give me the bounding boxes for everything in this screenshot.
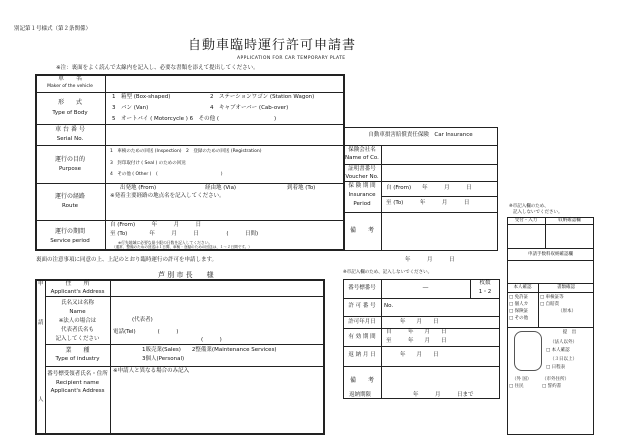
permit-date-value[interactable]: 年 月 日	[400, 319, 439, 325]
route-to[interactable]: 到着地 (To)	[287, 185, 316, 191]
bottom-note: （外 国）	[512, 377, 532, 382]
route-via[interactable]: 経由地 (Via)	[205, 185, 237, 191]
permit-no-label: 許 可 番 号	[348, 303, 376, 309]
insurance-to[interactable]: 至 (To) 年 月 日	[386, 200, 470, 206]
stamp-circle	[514, 331, 542, 371]
purpose-label: 運行の目的	[54, 156, 85, 163]
bottom-check[interactable]: □ 住民	[509, 384, 524, 389]
corp-note: 記入してください	[55, 336, 100, 342]
declaration-text: 裏面の注意事項に同意の上、上記のとおり臨時運行の許可を申請します。	[36, 257, 218, 263]
check-item[interactable]: □ その他	[509, 316, 529, 321]
insurance-from[interactable]: 自 (From) 年 月 日	[386, 185, 472, 191]
period-from[interactable]: 自 (From) 年 月 日	[110, 222, 202, 228]
return-value[interactable]: 年 月 日	[400, 352, 439, 358]
industry-en: Type of industry	[55, 356, 100, 362]
submit-note: （３日以上）	[550, 357, 577, 362]
permit-remarks-label: 備 考	[349, 377, 374, 384]
valid-label: 有 効 期 間	[348, 334, 376, 340]
check-item[interactable]: □ 免許証	[509, 295, 529, 300]
plate-no-label: 番号標番号	[348, 285, 376, 291]
check-item[interactable]: □ 個人カ	[509, 302, 529, 307]
deadline-label: 返納期限	[349, 392, 372, 398]
applicant-section-label	[36, 280, 45, 434]
name-label: 氏名又は名称	[60, 300, 94, 306]
deadline-value[interactable]: 年 月 日まで	[413, 392, 474, 398]
serial-field[interactable]	[108, 127, 342, 143]
submit-note: （法人以外）	[550, 340, 577, 345]
route-from[interactable]: 出発地 (From)	[120, 185, 157, 191]
applicant-vertical-2: 請	[38, 320, 44, 326]
permit-no-value[interactable]: No.	[384, 303, 394, 309]
purpose-option[interactable]: 4 その他 ( Other ) ( )	[110, 172, 223, 177]
recipient-label: 番号標受領者氏名・住所	[47, 371, 108, 377]
insurance-company-label: 保険会社名	[348, 147, 376, 153]
body-type-en: Type of Body	[52, 110, 88, 116]
check-header-1: 本人確認	[513, 285, 532, 290]
valid-from[interactable]: 自 年 月 日	[386, 329, 447, 335]
corp-note: 代表者氏名も	[60, 327, 94, 333]
permit-office-note: ※市記入欄のため、記入しないでください。	[343, 270, 433, 275]
insurance-period-en: Period	[353, 201, 371, 207]
purpose-en: Purpose	[58, 166, 82, 172]
check-header-2: 書類確認	[557, 285, 575, 290]
bottom-note: （市外住所）	[542, 377, 569, 382]
instruction-note: ※注：裏面をよく読んで太線内を記入し、必要な書類を添えて提出してください。	[56, 65, 259, 71]
submit-label: 提 出	[562, 330, 577, 335]
insurance-period-label: 保 険 期 間	[348, 183, 376, 189]
insurance-header: 自動車損害賠償責任保険 Car Insurance	[368, 132, 473, 138]
serial-en: Serial No.	[56, 136, 84, 142]
form-id: 別記第１号様式（第２条関係）	[14, 26, 92, 32]
body-type-option[interactable]: 3 バン (Van)	[112, 105, 149, 111]
fee-label: 申請手数料収納確認欄	[528, 252, 573, 257]
tel-field-2[interactable]: ( )	[201, 337, 222, 343]
vehicle-name-field[interactable]	[108, 76, 342, 90]
industry-option[interactable]: 1販売業(Sales) 2整備業(Maintenance Services)	[142, 347, 277, 353]
check-item[interactable]: □ 車検証等	[540, 295, 564, 300]
valid-to[interactable]: 至 年 月 日	[386, 338, 447, 344]
period-note: ※行先地域に必要な最小限の日数を記入してください。	[118, 240, 213, 245]
insurance-period-en: Insurance	[348, 192, 376, 198]
address-field[interactable]	[112, 281, 322, 294]
purpose-option[interactable]: 1 車検のための回送 (Inspection) 2 登録のための回送 (Registration)	[110, 149, 262, 154]
body-type-option[interactable]: 4 キャブオーバー (Cab-over)	[210, 105, 289, 111]
period-label: 運行の期間	[54, 228, 85, 235]
industry-option[interactable]: 3個人(Personal)	[142, 356, 185, 362]
insurance-voucher-label: 証明書番号	[348, 166, 376, 172]
applicant-vertical-1: 申	[38, 281, 44, 287]
addressee: 芦 別 市 長 様	[158, 271, 214, 279]
page-subtitle: APPLICATION FOR CAR TEMPORARY PLATE	[237, 56, 346, 61]
check-item-note: （原本）	[558, 309, 576, 314]
count-label: 枚数	[479, 280, 491, 286]
recipient-en: Recipient name	[56, 380, 99, 386]
body-type-label: 形 式	[57, 99, 82, 106]
address-label: 住 所	[65, 280, 90, 287]
name-en: Name	[69, 309, 86, 315]
representative-label[interactable]: (代表者)	[132, 317, 153, 323]
insurance-company-en: Name of Co.	[345, 155, 379, 161]
bottom-check[interactable]: □ 誓約書	[542, 384, 562, 389]
permit-date-label: 許可年月日	[348, 319, 376, 325]
applicant-vertical-3: 人	[38, 397, 44, 403]
check-item[interactable]: □ 保険証	[509, 309, 529, 314]
vehicle-name-en: Maker of the vehicle	[47, 84, 93, 89]
period-note: （通常、整備のための回送は１日間、車検・登録のための回送は、１～２日間です。）	[112, 245, 252, 249]
page-title: 自動車臨時運行許可申請書	[188, 38, 357, 53]
check-item[interactable]: □ 自賠責	[540, 302, 560, 307]
submit-check[interactable]: □ 本人確認	[546, 348, 570, 353]
body-type-option[interactable]: 1 箱型 (Box-shaped)	[112, 94, 171, 100]
insurance-voucher-en: Voucher No.	[345, 174, 379, 180]
receipt-label: 受付・入力	[514, 218, 538, 223]
payment-label: 収納確認欄	[558, 218, 581, 223]
period-en: Service period	[50, 238, 90, 244]
count-value[interactable]: 1・2	[478, 289, 492, 295]
route-note: ※発着主要経路の地点名を記入してください。	[110, 193, 225, 199]
plate-no-value[interactable]: ―	[422, 285, 429, 291]
office-table	[507, 217, 594, 435]
recipient-note: ※申請人と異なる場合のみ記入	[113, 368, 190, 374]
insurance-remarks-label: 備 考	[349, 227, 374, 234]
period-to[interactable]: 至 (To) 年 月 日 ( 日間)	[110, 231, 259, 237]
submit-check[interactable]: □ 日程表	[546, 365, 566, 370]
recipient-en: Applicant's Address	[50, 388, 105, 394]
route-en: Route	[62, 203, 78, 209]
tel-field[interactable]: 電話(Tel) ( )	[113, 329, 179, 335]
serial-label: 車 台 番 号	[55, 126, 85, 133]
address-en: Applicant's Address	[50, 289, 105, 295]
purpose-option[interactable]: 3 封印取付け ( Seal ) のための回送	[110, 161, 186, 166]
body-type-option[interactable]: 2 ステーションワゴン (Station Wagon)	[210, 94, 315, 100]
declaration-date[interactable]: 年 月 日	[405, 257, 455, 263]
body-type-option[interactable]: 5 オートバイ ( Motorcycle ) 6 その他 ( )	[112, 116, 277, 122]
vehicle-name-label: 車 名	[57, 75, 82, 82]
office-note: ※市記入欄のため、	[509, 204, 549, 209]
corp-note: ※法人の場合は	[58, 318, 97, 324]
route-label: 運行の経路	[54, 193, 85, 200]
industry-label: 業 種	[65, 347, 90, 354]
return-label: 返 納 月 日	[348, 352, 376, 358]
office-note: 記入しないでください。	[513, 210, 563, 215]
